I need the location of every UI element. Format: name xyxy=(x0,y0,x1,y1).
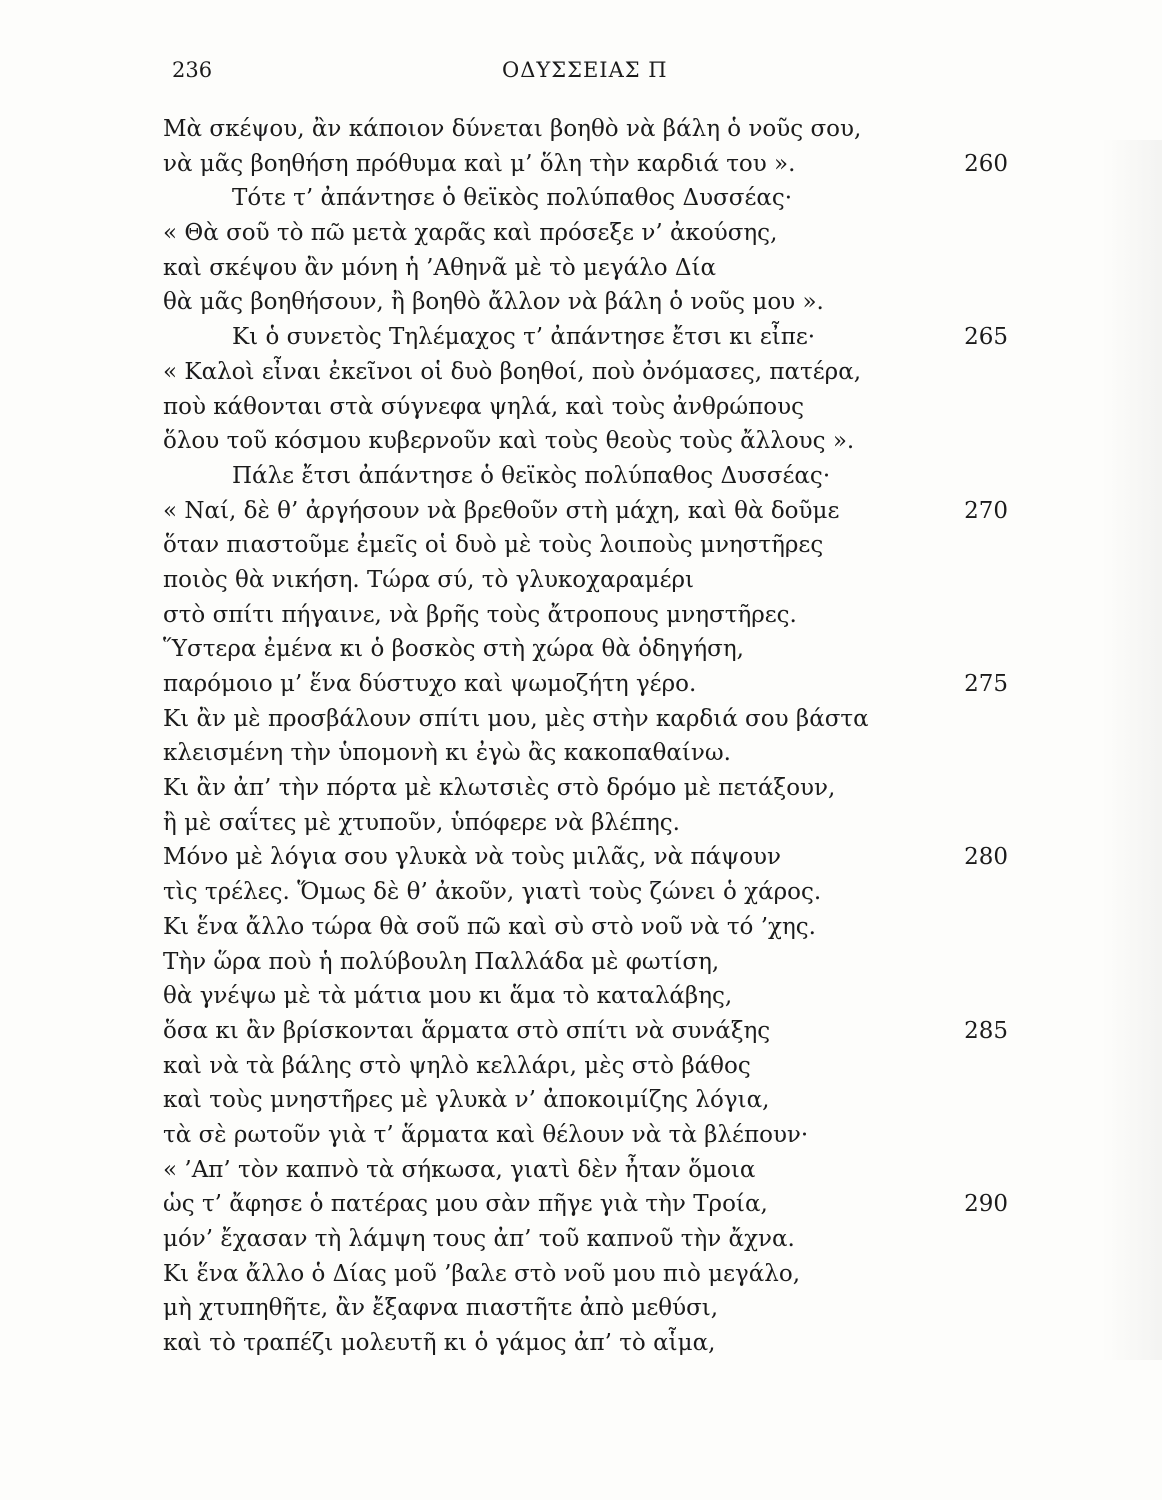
verse-line xyxy=(0,979,1162,1014)
verse-text: τὰ σὲ ρωτοῦν γιὰ τ’ ἅρματα καὶ θέλουν νὰ τὰ βλέπουν· xyxy=(163,1121,809,1148)
verse-text: « Καλοὶ εἶναι ἐκεῖνοι οἱ δυὸ βοηθοί, ποὺ ὀνόμασες, πατέρα, xyxy=(163,358,862,385)
verse-line-number: 275 xyxy=(964,671,1008,697)
verse-line xyxy=(0,459,1162,494)
verse-text: Κι ἂν μὲ προσβάλουν σπίτι μου, μὲς στὴν καρδιά σου βάστα xyxy=(163,705,869,732)
verse-line xyxy=(0,1049,1162,1084)
verse-line xyxy=(0,806,1162,841)
verse-text: ποιὸς θὰ νικήση. Τώρα σύ, τὸ γλυκοχαραμέρι xyxy=(163,566,695,593)
verse-text: Μὰ σκέψου, ἂν κάποιον δύνεται βοηθὸ νὰ βάλη ὁ νοῦς σου, xyxy=(163,116,862,142)
verse-text: νὰ μᾶς βοηθήση πρόθυμα καὶ μ’ ὅλη τὴν καρδιά του ». xyxy=(163,150,796,177)
verse-text: Τότε τ’ ἀπάντησε ὁ θεϊκὸς πολύπαθος Δυσσέας· xyxy=(232,185,793,212)
verse-line xyxy=(0,147,1162,182)
verse-text: ὅσα κι ἂν βρίσκονται ἅρματα στὸ σπίτι νὰ συνάξης xyxy=(163,1017,771,1044)
page-number: 236 xyxy=(172,58,213,82)
verse-line xyxy=(0,285,1162,320)
verse-line xyxy=(0,1257,1162,1292)
verse-text: θὰ γνέψω μὲ τὰ μάτια μου κι ἅμα τὸ καταλάβης, xyxy=(163,983,733,1010)
verse-line xyxy=(0,563,1162,598)
verse-text: ὅταν πιαστοῦμε ἐμεῖς οἱ δυὸ μὲ τοὺς λοιποὺς μνηστῆρες xyxy=(163,532,824,559)
verse-line xyxy=(0,1014,1162,1049)
verse-text: Κι ἕνα ἄλλο τώρα θὰ σοῦ πῶ καὶ σὺ στὸ νοῦ νὰ τό ’χης. xyxy=(163,913,816,940)
verse-line xyxy=(0,1083,1162,1118)
verse-text: ποὺ κάθονται στὰ σύγνεφα ψηλά, καὶ τοὺς ἀνθρώπους xyxy=(163,393,804,420)
verse-line xyxy=(0,320,1162,355)
verse-line xyxy=(0,945,1162,980)
verse-text: θὰ μᾶς βοηθήσουν, ἢ βοηθὸ ἄλλον νὰ βάλη ὁ νοῦς μου ». xyxy=(163,289,824,316)
verse-text: καὶ νὰ τὰ βάλης στὸ ψηλὸ κελλάρι, μὲς στὸ βάθος xyxy=(163,1052,751,1079)
verse-text: ὅλου τοῦ κόσμου κυβερνοῦν καὶ τοὺς θεοὺς τοὺς ἄλλους ». xyxy=(163,428,855,455)
verse-text: Κι ἂν ἀπ’ τὴν πόρτα μὲ κλωτσιὲς στὸ δρόμο μὲ πετάξουν, xyxy=(163,775,836,802)
verse-text: τὶς τρέλες. Ὅμως δὲ θ’ ἀκοῦν, γιατὶ τοὺς ζώνει ὁ χάρος. xyxy=(163,879,822,906)
verse-text: μόν’ ἔχασαν τὴ λάμψη τους ἀπ’ τοῦ καπνοῦ τὴν ἄχνα. xyxy=(163,1226,795,1252)
verse-text: ὡς τ’ ἄφησε ὁ πατέρας μου σὰν πῆγε γιὰ τὴν Τροία, xyxy=(163,1191,768,1218)
verse-text: « Ναί, δὲ θ’ ἀργήσουν νὰ βρεθοῦν στὴ μάχη, καὶ θὰ δοῦμε xyxy=(163,497,840,524)
verse-text: κλεισμένη τὴν ὑπομονὴ κι ἐγὼ ἂς κακοπαθαίνω. xyxy=(163,740,731,767)
verse-line xyxy=(0,1222,1162,1257)
verse-text: Πάλε ἔτσι ἀπάντησε ὁ θεϊκὸς πολύπαθος Δυσσέας· xyxy=(232,462,831,489)
verse-line xyxy=(0,1291,1162,1326)
verse-line xyxy=(0,390,1162,425)
verse-line-number: 285 xyxy=(964,1017,1008,1044)
running-title: ΟΔΥΣΣΕΙΑΣ Π xyxy=(502,58,668,82)
verse-block xyxy=(0,112,1162,1361)
verse-line xyxy=(0,1153,1162,1188)
verse-text: Κι ἕνα ἄλλο ὁ Δίας μοῦ ’βαλε στὸ νοῦ μου πιὸ μεγάλο, xyxy=(163,1260,801,1287)
verse-text: καὶ σκέψου ἂν μόνη ἡ ’Αθηνᾶ μὲ τὸ μεγάλο Δία xyxy=(163,254,717,281)
verse-line xyxy=(0,355,1162,390)
verse-text: Μόνο μὲ λόγια σου γλυκὰ νὰ τοὺς μιλᾶς, νὰ πάψουν xyxy=(163,844,782,871)
verse-line xyxy=(0,771,1162,806)
verse-text: στὸ σπίτι πήγαινε, νὰ βρῆς τοὺς ἄτροπους μνηστῆρες. xyxy=(163,601,797,628)
verse-line-number: 270 xyxy=(964,497,1008,524)
verse-line xyxy=(0,910,1162,945)
verse-line xyxy=(0,181,1162,216)
verse-line xyxy=(0,840,1162,875)
verse-line xyxy=(0,424,1162,459)
verse-line-number: 290 xyxy=(964,1191,1008,1218)
verse-line xyxy=(0,1187,1162,1222)
page-header xyxy=(172,58,1014,88)
verse-line xyxy=(0,875,1162,910)
verse-text: καὶ τὸ τραπέζι μολευτῆ κι ὁ γάμος ἀπ’ τὸ αἷμα, xyxy=(163,1330,716,1357)
verse-text: « Θὰ σοῦ τὸ πῶ μετὰ χαρᾶς καὶ πρόσεξε ν’ ἀκούσης, xyxy=(163,220,778,247)
verse-text: μὴ χτυπηθῆτε, ἂν ἔξαφνα πιαστῆτε ἀπὸ μεθύσι, xyxy=(163,1295,719,1322)
verse-line xyxy=(0,216,1162,251)
verse-text: ἢ μὲ σαΐτες μὲ χτυποῦν, ὑπόφερε νὰ βλέπης. xyxy=(163,809,680,836)
verse-line xyxy=(0,112,1162,147)
verse-line-number: 260 xyxy=(964,150,1008,177)
verse-line xyxy=(0,1118,1162,1153)
verse-text: καὶ τοὺς μνηστῆρες μὲ γλυκὰ ν’ ἀποκοιμίζης λόγια, xyxy=(163,1087,770,1114)
verse-line xyxy=(0,528,1162,563)
verse-line xyxy=(0,494,1162,529)
verse-line xyxy=(0,702,1162,737)
verse-text: Κι ὁ συνετὸς Τηλέμαχος τ’ ἀπάντησε ἔτσι κι εἶπε· xyxy=(232,324,816,351)
verse-text: « ’Απ’ τὸν καπνὸ τὰ σήκωσα, γιατὶ δὲν ἦταν ὅμοια xyxy=(163,1156,756,1183)
verse-line-number: 265 xyxy=(964,324,1008,351)
verse-line xyxy=(0,598,1162,633)
verse-line-number: 280 xyxy=(964,844,1008,871)
verse-text: Τὴν ὥρα ποὺ ἡ πολύβουλη Παλλάδα μὲ φωτίση, xyxy=(163,948,720,975)
verse-text: Ὕστερα ἐμένα κι ὁ βοσκὸς στὴ χώρα θὰ ὁδηγήση, xyxy=(163,636,744,663)
verse-line xyxy=(0,736,1162,771)
verse-line xyxy=(0,632,1162,667)
verse-text: παρόμοιο μ’ ἕνα δύστυχο καὶ ψωμοζήτη γέρο. xyxy=(163,671,697,697)
verse-line xyxy=(0,251,1162,286)
verse-line xyxy=(0,667,1162,702)
verse-line xyxy=(0,1326,1162,1361)
